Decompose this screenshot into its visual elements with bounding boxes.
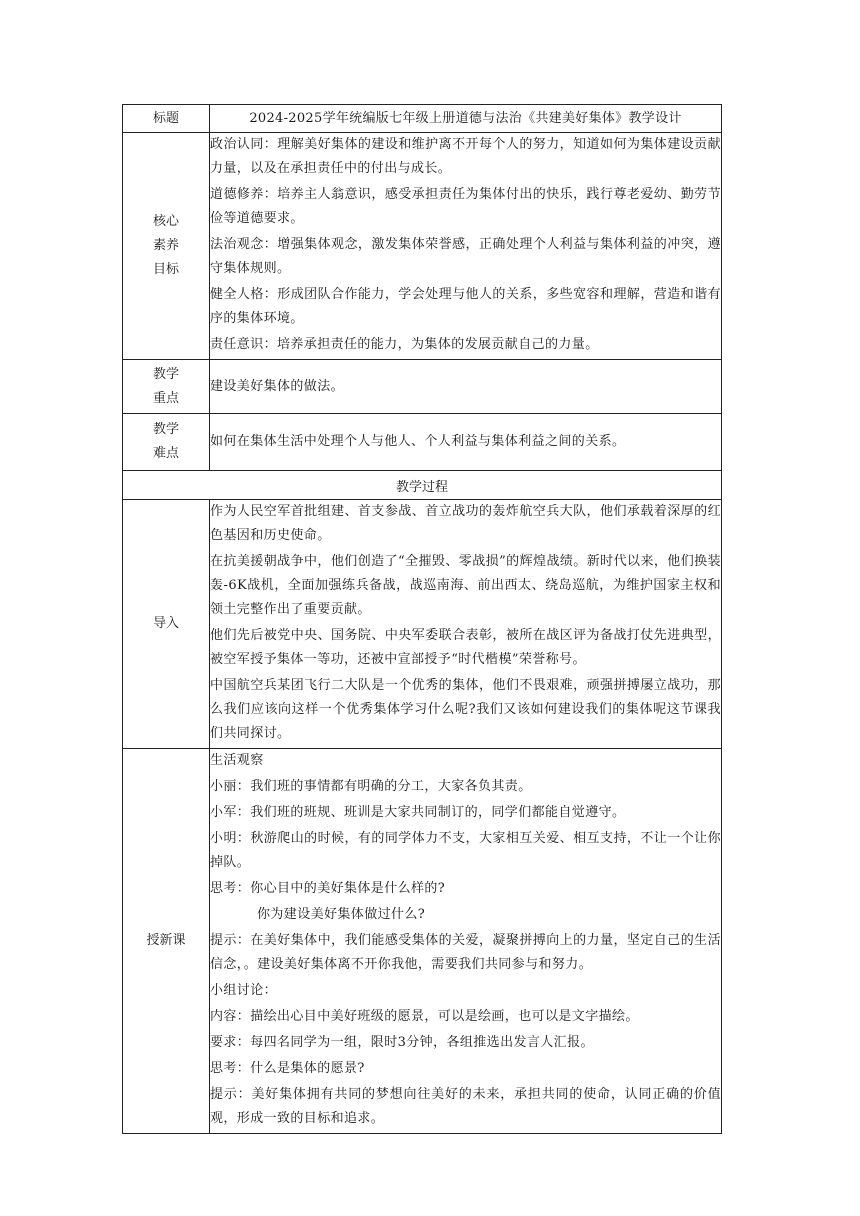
hint-2: 提示：美好集体拥有共同的梦想向往美好的未来，承担共同的使命，认同正确的价值观，形成一致的目标和追求。 <box>210 1087 721 1126</box>
process-header-row <box>123 471 722 500</box>
focus-label-line: 重点 <box>152 390 179 406</box>
title-value: 2024-2025学年统编版七年级上册道德与法治《共建美好集体》教学设计 <box>210 105 722 133</box>
new-lesson-content <box>210 749 722 1134</box>
teaching-difficulty-label <box>123 414 210 471</box>
student-remark-xiaojun: 小军：我们班的班规、班训是大家共同制订的，同学们都能自觉遵守。 <box>210 805 626 820</box>
discussion-content: 内容：描绘出心目中美好班级的愿景，可以是绘画，也可以是文字描绘。 <box>210 1009 639 1024</box>
new-lesson-row <box>123 749 722 1134</box>
core-literacy-label <box>123 133 210 360</box>
title-row <box>123 105 722 133</box>
teaching-focus-label <box>123 360 210 414</box>
focus-label-line: 教学 <box>152 366 179 382</box>
think-question-2: 你为建设美好集体做过什么? <box>257 907 426 922</box>
core-responsibility: 责任意识：培养承担责任的能力，为集体的发展贡献自己的力量。 <box>210 337 599 352</box>
core-label-line: 目标 <box>152 262 179 277</box>
student-remark-xiaoli: 小丽：我们班的事情都有明确的分工，大家各负其责。 <box>210 779 532 794</box>
title-label: 标题 <box>123 105 210 133</box>
intro-row <box>123 500 722 749</box>
intro-paragraph: 在抗美援朝战争中，他们创造了“全摧毁、零战损”的辉煌战绩。新时代以来，他们换装轰-6K战机，全面加强练兵备战，战巡南海、前出西太、绕岛巡航，为维护国家主权和领土完整作出了重要贡献。 <box>210 554 721 617</box>
intro-label: 导入 <box>123 500 210 749</box>
hint-1: 提示：在美好集体中，我们能感受集体的关爱，凝聚拼搏向上的力量，坚定自己的生活信念，。建设美好集体离不开你我他，需要我们共同参与和努力。 <box>210 933 721 972</box>
teaching-process-header: 教学过程 <box>123 471 722 500</box>
core-label-line: 素养 <box>152 238 179 253</box>
teaching-focus-row <box>123 360 722 414</box>
core-moral-cultivation: 道德修养：培养主人翁意识，感受承担责任为集体付出的快乐，践行尊老爱幼、勤劳节俭等道德要求。 <box>210 187 721 226</box>
core-sound-personality: 健全人格：形成团队合作能力，学会处理与他人的关系，多些宽容和理解，营造和谐有序的集体环境。 <box>210 287 721 326</box>
core-literacy-row <box>123 133 722 360</box>
difficulty-label-line: 难点 <box>152 446 179 461</box>
core-label-line: 核心 <box>152 214 179 229</box>
core-rule-of-law: 法治观念：增强集体观念，激发集体荣誉感，正确处理个人利益与集体利益的冲突，遵守集体规则。 <box>210 237 721 276</box>
intro-paragraph: 他们先后被党中央、国务院、中央军委联合表彰，被所在战区评为备战打仗先进典型，被空军授予集体一等功，还被中宣部授予“时代楷模”荣誉称号。 <box>210 628 721 667</box>
discussion-requirement: 要求：每四名同学为一组，限时3分钟，各组推选出发言人汇报。 <box>210 1035 594 1050</box>
intro-paragraph: 作为人民空军首批组建、首支参战、首立战功的轰炸航空兵大队，他们承载着深厚的红色基因和历史使命。 <box>210 504 721 543</box>
think-question-1: 思考：你心目中的美好集体是什么样的? <box>210 881 446 896</box>
intro-paragraph: 中国航空兵某团飞行二大队是一个优秀的集体，他们不畏艰难，顽强拼搏屡立战功，那么我们应该向这样一个优秀集体学习什么呢?我们又该如何建设我们的集体呢这节课我们共同探讨。 <box>210 678 721 741</box>
core-political-identity: 政治认同：理解美好集体的建设和维护离不开每个人的努力，知道如何为集体建设贡献力量，以及在承担责任中的付出与成长。 <box>210 137 721 176</box>
think-question-3: 思考：什么是集体的愿景? <box>210 1061 365 1076</box>
lesson-plan-table <box>122 104 722 1134</box>
life-observation-heading: 生活观察 <box>210 753 264 768</box>
teaching-difficulty-row <box>123 414 722 471</box>
difficulty-label-line: 教学 <box>152 422 179 437</box>
group-discussion-heading: 小组讨论： <box>210 983 278 998</box>
new-lesson-label: 授新课 <box>123 749 210 1134</box>
student-remark-xiaoming: 小明：秋游爬山的时候，有的同学体力不支，大家相互关爱、相互支持，不让一个让你掉队。 <box>210 831 721 870</box>
teaching-focus-content: 建设美好集体的做法。 <box>210 360 722 414</box>
intro-content <box>210 500 722 749</box>
core-literacy-content <box>210 133 722 360</box>
teaching-difficulty-content: 如何在集体生活中处理个人与他人、个人利益与集体利益之间的关系。 <box>210 414 722 471</box>
